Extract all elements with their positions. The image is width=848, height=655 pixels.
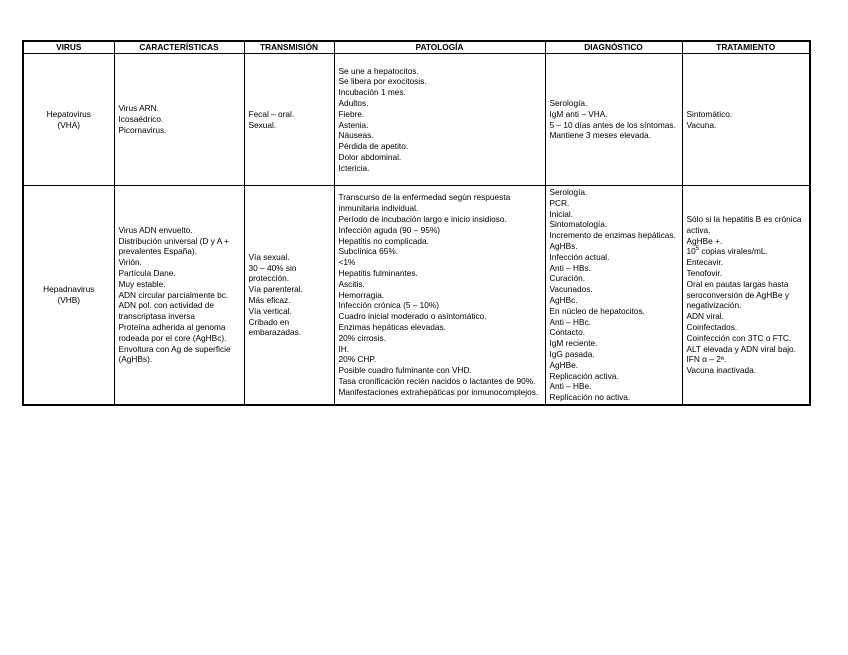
- cell-line: Se libera por exocitosis.: [338, 76, 427, 87]
- cell-line: Náuseas.: [338, 130, 374, 141]
- cell-line: Anti – HBs.: [549, 262, 592, 273]
- cell-line: Más eficaz.: [248, 294, 291, 305]
- cell-line: Replicación activa.: [549, 370, 619, 381]
- cell-line: Icosaédrico.: [118, 114, 164, 125]
- header-row: [23, 41, 810, 54]
- diagnostico-cell: [545, 186, 682, 405]
- cell-line: Coinfectados.: [686, 321, 738, 332]
- cell-line: Se une a hepatocitos.: [338, 65, 419, 76]
- cell-line: ADN circular parcialmente bc.: [118, 289, 229, 300]
- cell-line: AgHBs.: [549, 240, 578, 251]
- cell-line: Vía vertical.: [248, 305, 292, 316]
- cell-line: Astenia.: [338, 119, 369, 130]
- cell-line: Serología.: [549, 187, 588, 197]
- cell-line: Contacto.: [549, 327, 586, 338]
- cell-line: 20% CHP.: [338, 354, 377, 365]
- table-row-vhb: [23, 186, 810, 405]
- cell-line: Muy estable.: [118, 278, 166, 289]
- cell-line: Mantiene 3 meses elevada.: [549, 130, 651, 141]
- cell-line: 20% cirrosis.: [338, 332, 386, 343]
- header-caracteristicas: CARACTERÍSTICAS: [114, 41, 244, 54]
- cell-line: Cribado en embarazadas.: [248, 316, 302, 338]
- copias-virales-line: $10^5$ copias virales/mL.: [686, 246, 768, 257]
- header-tratamiento: TRATAMIENTO: [682, 41, 810, 54]
- cell-line: En núcleo de hepatocitos.: [549, 305, 645, 316]
- virus-cell: [23, 54, 114, 186]
- caracteristicas-cell: [114, 54, 244, 186]
- cell-line: Picornavirus.: [118, 124, 167, 135]
- virus-cell: [23, 186, 114, 405]
- cell-line: IFN α – 2ª.: [686, 354, 727, 365]
- cell-line: AgHBe.: [549, 359, 579, 370]
- cell-line: Infección aguda (90 – 95%): [338, 224, 440, 235]
- caracteristicas-cell: [114, 186, 244, 405]
- cell-line: IgM reciente.: [549, 338, 598, 349]
- cell-line: IgG pasada.: [549, 348, 595, 359]
- cell-line: Vía sexual.: [248, 251, 290, 262]
- cell-line: Ictericia.: [338, 162, 370, 173]
- cell-line: 5 – 10 días antes de los síntomas.: [549, 119, 676, 130]
- cell-line: Tasa cronificación recién nacidos o lactantes de 90%.: [338, 375, 536, 386]
- cell-line: Transcurso de la enfermedad según respuesta inmunitaria individual.: [338, 192, 511, 214]
- cell-line: <1%: [338, 257, 356, 268]
- cell-line: Manifestaciones extrahepáticas por inmunocomplejos.: [338, 386, 539, 397]
- cell-line: Infección crónica (5 – 10%): [338, 300, 440, 311]
- diagnostico-cell: [545, 54, 682, 186]
- header-patologia: PATOLOGÍA: [334, 41, 545, 54]
- cell-line: Vacunados.: [549, 284, 593, 295]
- cell-line: IH.: [338, 343, 350, 354]
- cell-line: Virus ADN envuelto.: [118, 224, 193, 235]
- patologia-cell: [334, 186, 545, 405]
- cell-line: Infección actual.: [549, 251, 610, 262]
- cell-line: IgM anti – VHA.: [549, 108, 608, 119]
- cell-line: Fiebre.: [338, 108, 365, 119]
- cell-line: Hemorragia.: [338, 289, 385, 300]
- cell-line: 30 – 40% sin protección.: [248, 262, 297, 284]
- cell-line: Coinfección con 3TC o FTC.: [686, 332, 792, 343]
- cell-line: ADN pol. con actividad de transcriptasa inversa: [118, 300, 214, 322]
- cell-line: ADN viral.: [686, 311, 724, 322]
- cell-line: Incremento de enzimas hepáticas.: [549, 230, 676, 241]
- cell-line: Ascitis.: [338, 278, 365, 289]
- header-virus: VIRUS: [23, 41, 114, 54]
- cell-line: Incubación 1 mes.: [338, 87, 406, 98]
- cell-line: Proteína adherida al genoma rodeada por el core (AgHBc).: [118, 321, 227, 343]
- patologia-cell: [334, 54, 545, 186]
- cell-line: Hepatitis no complicada.: [338, 235, 429, 246]
- cell-line: Tenofovir.: [686, 267, 723, 278]
- cell-line: Sólo si la hepatitis B es crónica activa.: [686, 213, 802, 235]
- cell-line: AgHBc.: [549, 294, 578, 305]
- cell-line: Enzimas hepáticas elevadas.: [338, 321, 446, 332]
- cell-line: Hepatovirus: [46, 108, 91, 119]
- cell-line: Serología.: [549, 97, 588, 108]
- cell-line: Período de incubación largo e inicio insidioso.: [338, 213, 507, 224]
- cell-line: Envoltura con Ag de superficie (AgHBs).: [118, 343, 231, 365]
- cell-line: Vía parenteral.: [248, 284, 303, 295]
- transmision-cell: [244, 54, 334, 186]
- cell-line: Curación.: [549, 273, 586, 284]
- cell-line: Pérdida de apetito.: [338, 141, 409, 152]
- cell-line: Distribución universal (D y A + prevalentes España).: [118, 235, 229, 257]
- cell-line: Anti – HBc.: [549, 316, 592, 327]
- cell-line: Anti – HBe.: [549, 381, 592, 392]
- cell-line: Dolor abdominal.: [338, 151, 402, 162]
- tratamiento-cell: [682, 54, 810, 186]
- tratamiento-cell: [682, 186, 810, 405]
- cell-line: Hepadnavirus: [43, 284, 95, 295]
- cell-line: AgHBe +.: [686, 235, 723, 246]
- header-transmision: TRANSMISIÓN: [244, 41, 334, 54]
- cell-line: ALT elevada y ADN viral bajo.: [686, 343, 796, 354]
- cell-line: Virus ARN.: [118, 103, 159, 114]
- cell-line: Replicación no activa.: [549, 392, 631, 403]
- tratamiento-bottom-list: [687, 257, 806, 376]
- cell-line: Partícula Dane.: [118, 267, 176, 278]
- cell-line: Subclínica 65%.: [338, 246, 398, 257]
- cell-line: Hepatitis fulminantes.: [338, 267, 418, 278]
- cell-line: Posible cuadro fulminante con VHD.: [338, 365, 472, 376]
- transmision-cell: [244, 186, 334, 405]
- cell-line: Oral en pautas largas hasta seroconversión de AgHBe y negativización.: [686, 278, 789, 311]
- table-row-vha: [23, 54, 810, 186]
- header-diagnostico: DIAGNÓSTICO: [545, 41, 682, 54]
- cell-line: Sintomático.: [686, 108, 733, 119]
- cell-line: (VHA): [57, 119, 81, 130]
- cell-line: Vacuna.: [686, 119, 717, 130]
- cell-line: (VHB): [57, 294, 81, 305]
- virus-table: [22, 40, 811, 406]
- cell-line: Sexual.: [248, 119, 277, 130]
- cell-line: Sintomatología.: [549, 219, 608, 230]
- cell-line: Cuadro inicial moderado o asintomático.: [338, 311, 487, 322]
- cell-line: Adultos.: [338, 97, 369, 108]
- cell-line: Vacuna inactivada.: [686, 365, 756, 376]
- cell-line: PCR.: [549, 197, 570, 208]
- cell-line: Inicial.: [549, 208, 574, 219]
- cell-line: Virión.: [118, 257, 142, 268]
- tratamiento-top-list: [687, 214, 806, 246]
- cell-line: Fecal – oral.: [248, 108, 295, 119]
- cell-line: Entecavir.: [686, 257, 723, 268]
